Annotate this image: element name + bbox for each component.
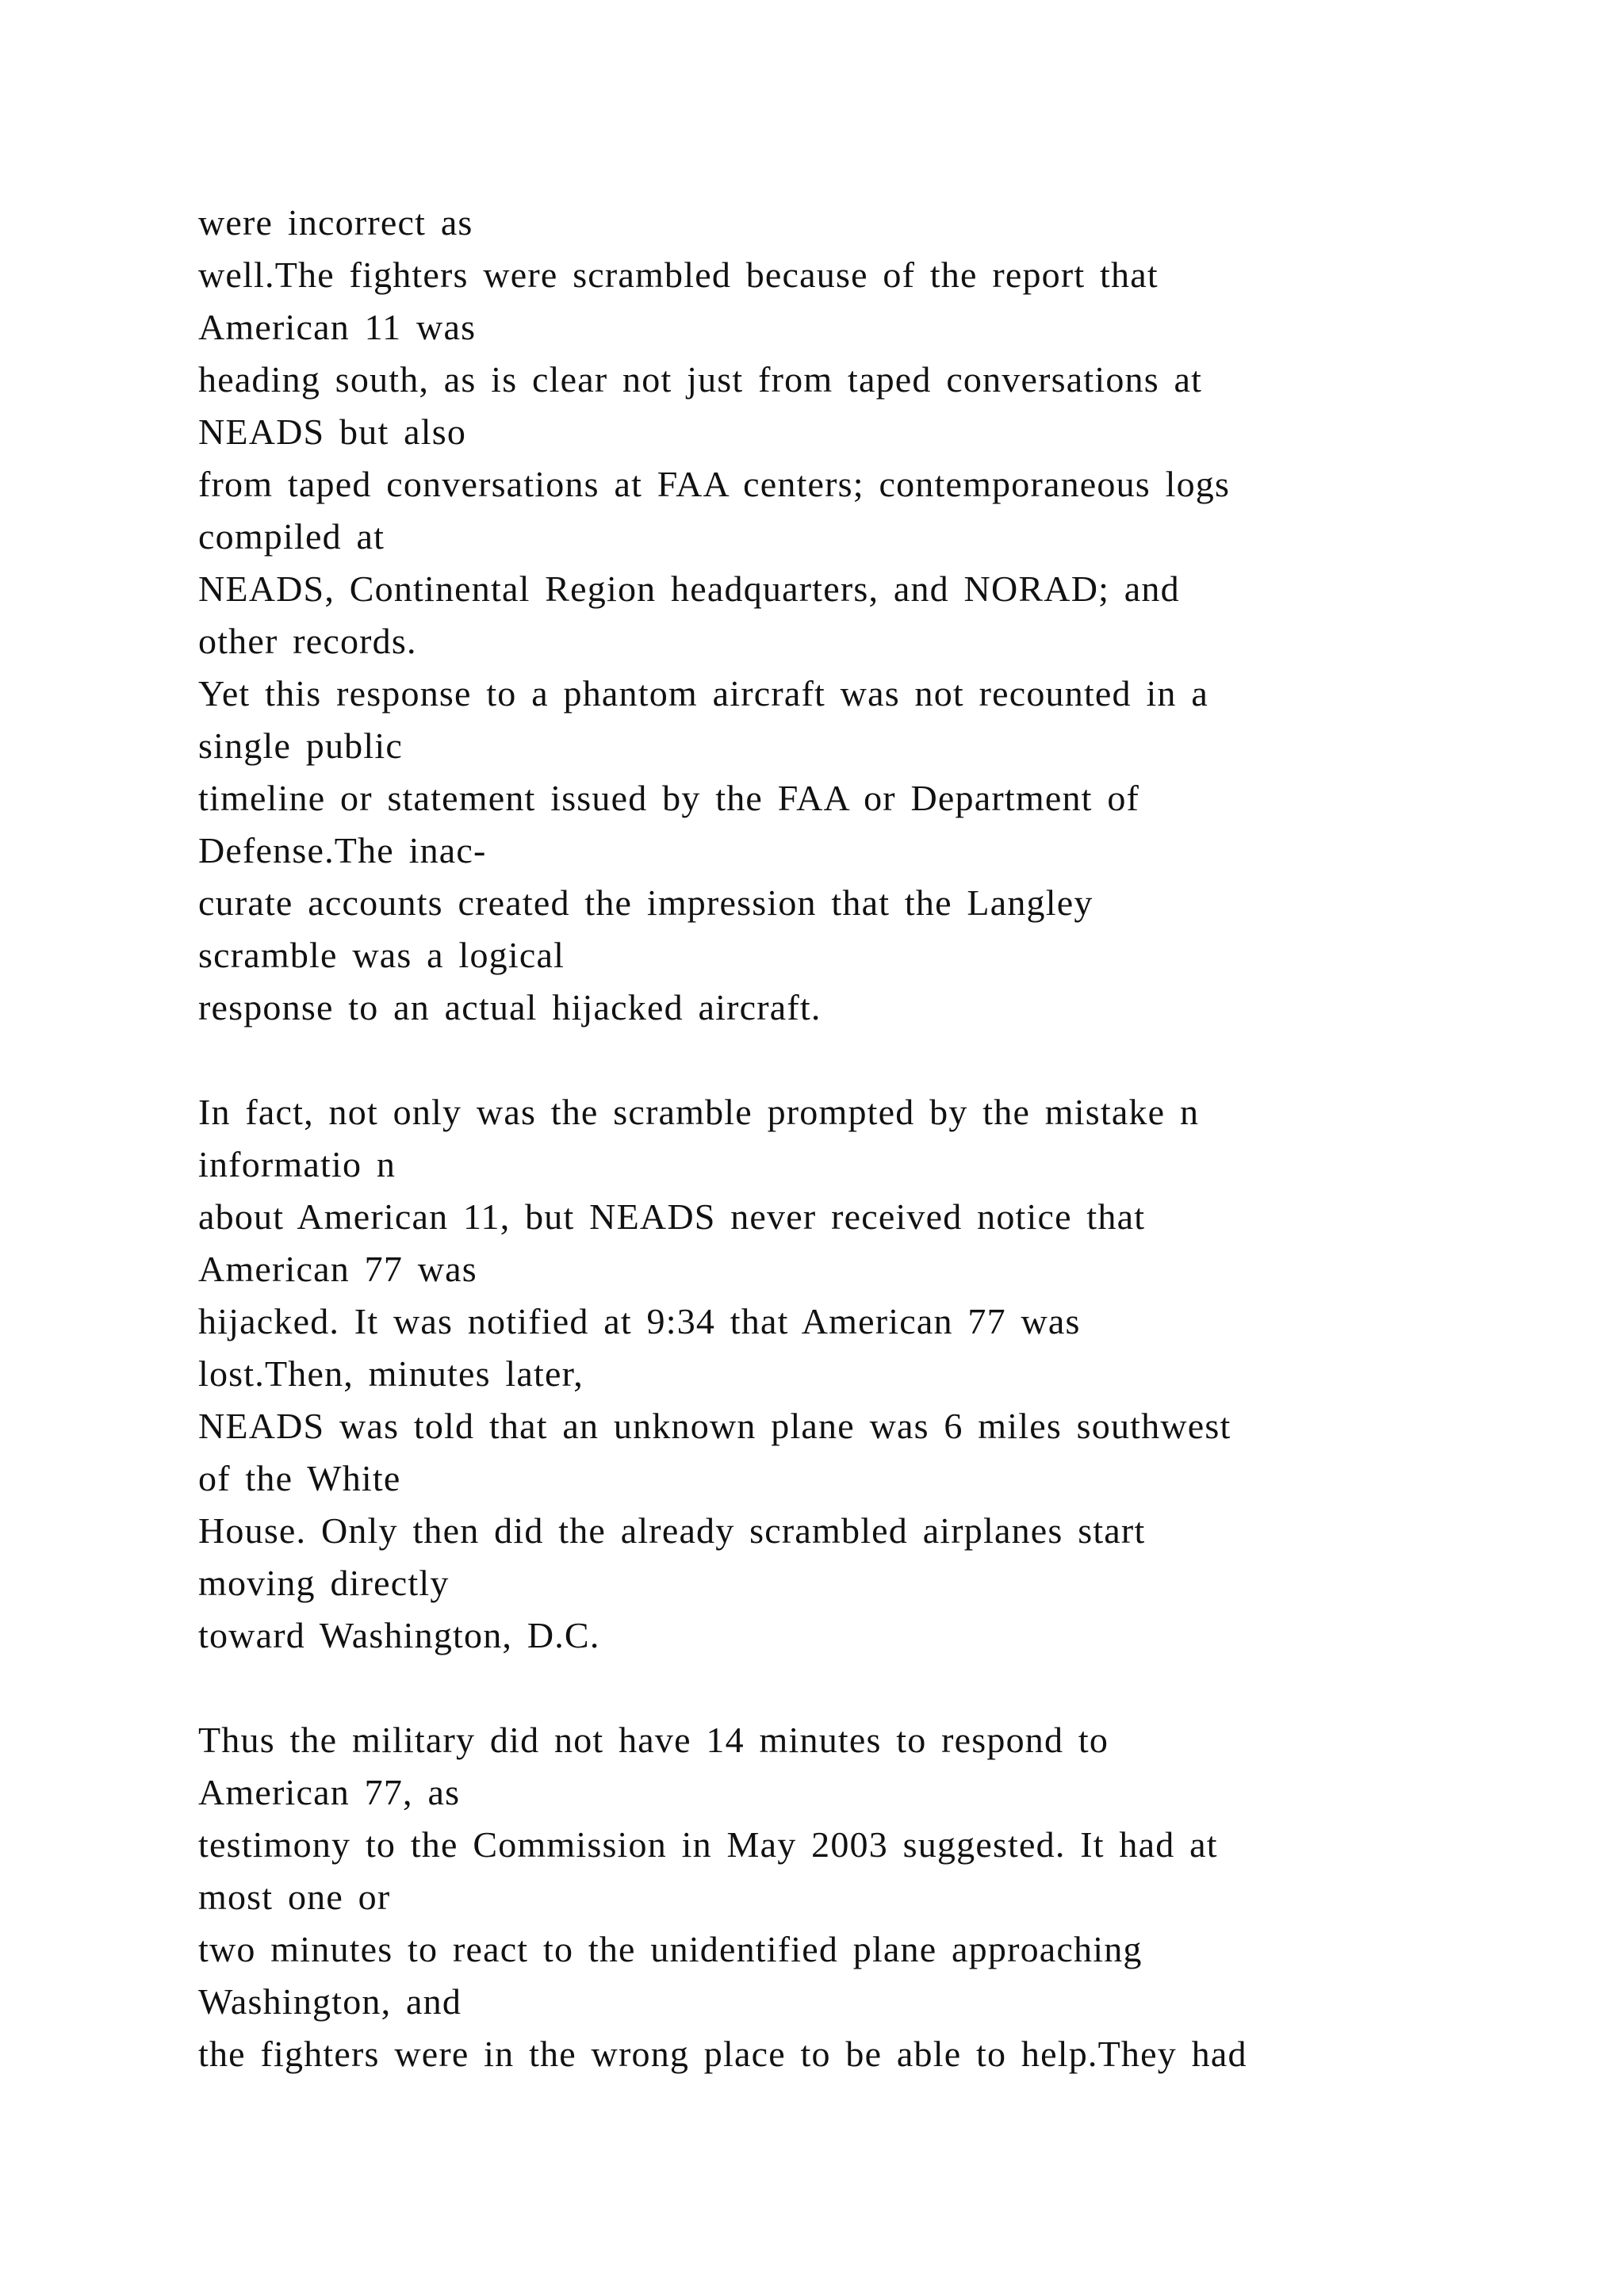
paragraph-1 <box>198 197 1546 1034</box>
text-line: hijacked. It was notified at 9:34 that American 77 was <box>198 1301 1081 1341</box>
text-line: from taped conversations at FAA centers; contemporaneous logs <box>198 464 1231 504</box>
text-line: testimony to the Commission in May 2003 suggested. It had at <box>198 1824 1218 1865</box>
text-line: American 11 was <box>198 307 477 347</box>
text-line: NEADS, Continental Region headquarters, and NORAD; and <box>198 568 1180 609</box>
text-line: single public <box>198 725 403 766</box>
text-line: two minutes to react to the unidentified plane approaching <box>198 1929 1143 1969</box>
text-line: NEADS was told that an unknown plane was 6 miles southwest <box>198 1406 1231 1446</box>
paragraph-gap <box>198 1034 1546 1086</box>
text-line: In fact, not only was the scramble prompted by the mistake n <box>198 1092 1200 1132</box>
text-line: House. Only then did the already scrambled airplanes start <box>198 1510 1146 1551</box>
text-line: lost.Then, minutes later, <box>198 1353 584 1394</box>
text-line: compiled at <box>198 516 385 557</box>
text-line: Washington, and <box>198 1981 462 2022</box>
text-line: response to an actual hijacked aircraft. <box>198 987 822 1027</box>
text-line: well.The fighters were scrambled because of the report that <box>198 254 1159 295</box>
paragraph-2 <box>198 1086 1546 1662</box>
text-line: timeline or statement issued by the FAA or Department of <box>198 778 1140 818</box>
document-body <box>198 197 1546 2080</box>
text-line: heading south, as is clear not just from taped conversations at <box>198 359 1203 400</box>
paragraph-3 <box>198 1714 1546 2080</box>
text-line: Yet this response to a phantom aircraft was not recounted in a <box>198 673 1208 714</box>
text-line: moving directly <box>198 1563 450 1603</box>
text-line: most one or <box>198 1877 391 1917</box>
text-line: Thus the military did not have 14 minutes to respond to <box>198 1720 1109 1760</box>
text-line: the fighters were in the wrong place to be able to help.They had <box>198 2034 1247 2074</box>
text-line: about American 11, but NEADS never received notice that <box>198 1196 1146 1237</box>
text-line: were incorrect as <box>198 202 473 243</box>
text-line: NEADS but also <box>198 411 467 452</box>
text-line: toward Washington, D.C. <box>198 1615 600 1655</box>
text-line: informatio n <box>198 1144 396 1184</box>
text-line: curate accounts created the impression that the Langley <box>198 882 1094 923</box>
text-line: American 77, as <box>198 1772 461 1812</box>
text-line: scramble was a logical <box>198 935 565 975</box>
text-line: of the White <box>198 1458 401 1498</box>
text-line: Defense.The inac- <box>198 830 487 871</box>
text-line: American 77 was <box>198 1249 477 1289</box>
paragraph-gap <box>198 1662 1546 1714</box>
text-line: other records. <box>198 621 417 661</box>
